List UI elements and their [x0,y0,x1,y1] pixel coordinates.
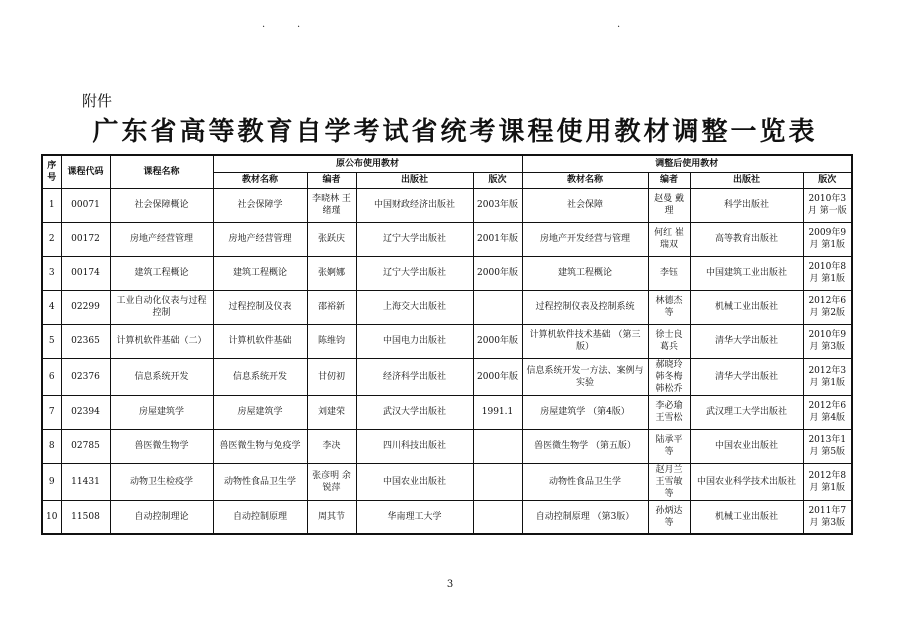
cell-course: 房屋建筑学 [110,395,213,429]
cell-course: 兽医微生物学 [110,429,213,463]
cell-new-book: 房屋建筑学 （第4版） [522,395,648,429]
cell-orig-editor: 周其节 [307,500,356,534]
table-row [42,500,852,534]
header-new-textbook: 教材名称 [522,172,648,188]
cell-new-book: 兽医微生物学 （第五版） [522,429,648,463]
header-new-edition: 版次 [803,172,852,188]
cell-new-edition: 2012年6月 第4版 [803,395,852,429]
cell-new-book: 计算机软件技术基础 （第三版） [522,324,648,358]
cell-course: 信息系统开发 [110,358,213,395]
cell-new-editor: 何红 崔瑞双 [648,222,690,256]
table-row [42,463,852,500]
cell-new-book: 信息系统开发一方法、案例与实验 [522,358,648,395]
cell-orig-publisher: 中国财政经济出版社 [356,188,473,222]
cell-orig-publisher: 经济科学出版社 [356,358,473,395]
cell-new-publisher: 机械工业出版社 [690,500,803,534]
cell-orig-editor: 张跃庆 [307,222,356,256]
cell-new-edition: 2010年8月 第1版 [803,256,852,290]
cell-orig-book: 房地产经营管理 [213,222,307,256]
cell-new-book: 房地产开发经营与管理 [522,222,648,256]
table-row [42,188,852,222]
cell-course: 动物卫生检疫学 [110,463,213,500]
cell-new-book: 自动控制原理 （第3版） [522,500,648,534]
cell-new-publisher: 中国农业出版社 [690,429,803,463]
table-row [42,395,852,429]
cell-orig-edition: 2000年版 [473,324,522,358]
cell-orig-edition [473,290,522,324]
table-row [42,290,852,324]
cell-seq: 6 [42,358,61,395]
cell-new-publisher: 机械工业出版社 [690,290,803,324]
cell-new-publisher: 中国建筑工业出版社 [690,256,803,290]
cell-code: 00174 [61,256,110,290]
cell-orig-publisher: 华南理工大学 [356,500,473,534]
cell-new-editor: 陆承平 等 [648,429,690,463]
cell-orig-book: 社会保障学 [213,188,307,222]
cell-new-publisher: 清华大学出版社 [690,324,803,358]
scan-mark: · [262,22,266,33]
header-seq: 序号 [42,155,61,188]
cell-new-edition: 2013年1月 第5版 [803,429,852,463]
cell-new-edition: 2009年9月 第1版 [803,222,852,256]
document-title: 广东省高等教育自学考试省统考课程使用教材调整一览表 [92,117,818,147]
cell-seq: 9 [42,463,61,500]
header-original-group: 原公布使用教材 [213,155,522,172]
cell-new-publisher: 清华大学出版社 [690,358,803,395]
header-orig-textbook: 教材名称 [213,172,307,188]
cell-new-editor: 赵曼 戴理 [648,188,690,222]
cell-new-editor: 徐士良 葛兵 [648,324,690,358]
cell-orig-edition: 2000年版 [473,256,522,290]
cell-orig-publisher: 武汉大学出版社 [356,395,473,429]
cell-course: 建筑工程概论 [110,256,213,290]
cell-orig-publisher: 辽宁大学出版社 [356,256,473,290]
cell-seq: 1 [42,188,61,222]
scan-mark: · [617,22,621,33]
cell-orig-publisher: 中国农业出版社 [356,463,473,500]
cell-new-book: 建筑工程概论 [522,256,648,290]
cell-code: 00071 [61,188,110,222]
cell-orig-edition [473,463,522,500]
cell-seq: 5 [42,324,61,358]
header-orig-edition: 版次 [473,172,522,188]
table-row [42,358,852,395]
cell-new-edition: 2011年7月 第3版 [803,500,852,534]
cell-orig-editor: 陈维钧 [307,324,356,358]
cell-code: 11431 [61,463,110,500]
header-new-publisher: 出版社 [690,172,803,188]
cell-orig-edition: 2003年版 [473,188,522,222]
cell-seq: 7 [42,395,61,429]
cell-code: 02365 [61,324,110,358]
header-code: 课程代码 [61,155,110,188]
cell-seq: 3 [42,256,61,290]
cell-seq: 8 [42,429,61,463]
cell-orig-book: 过程控制及仪表 [213,290,307,324]
cell-orig-book: 动物性食品卫生学 [213,463,307,500]
cell-course: 社会保障概论 [110,188,213,222]
cell-new-book: 社会保障 [522,188,648,222]
cell-new-edition: 2012年6月 第2版 [803,290,852,324]
cell-orig-publisher: 上海交大出版社 [356,290,473,324]
cell-course: 工业自动化仪表与过程控制 [110,290,213,324]
textbook-adjustment-table [41,154,853,535]
cell-orig-edition: 2000年版 [473,358,522,395]
cell-orig-book: 计算机软件基础 [213,324,307,358]
cell-orig-publisher: 四川科技出版社 [356,429,473,463]
cell-new-editor: 林德杰 等 [648,290,690,324]
cell-orig-editor: 邵裕新 [307,290,356,324]
cell-new-editor: 郝晓玲 韩冬梅 韩松乔 [648,358,690,395]
cell-orig-editor: 甘仞初 [307,358,356,395]
cell-seq: 10 [42,500,61,534]
cell-orig-editor: 李决 [307,429,356,463]
cell-new-editor: 赵月兰 王雪敏 等 [648,463,690,500]
cell-new-book: 动物性食品卫生学 [522,463,648,500]
cell-orig-book: 兽医微生物与免疫学 [213,429,307,463]
cell-orig-book: 建筑工程概论 [213,256,307,290]
header-orig-publisher: 出版社 [356,172,473,188]
cell-new-editor: 李钰 [648,256,690,290]
cell-new-edition: 2010年3月 第一版 [803,188,852,222]
cell-new-publisher: 武汉理工大学出版社 [690,395,803,429]
cell-seq: 4 [42,290,61,324]
header-adjusted-group: 调整后使用教材 [522,155,852,172]
cell-new-editor: 李必瑜 王雪松 [648,395,690,429]
cell-course: 计算机软件基础（二） [110,324,213,358]
cell-code: 02299 [61,290,110,324]
cell-orig-publisher: 中国电力出版社 [356,324,473,358]
cell-code: 11508 [61,500,110,534]
cell-orig-publisher: 辽宁大学出版社 [356,222,473,256]
cell-new-publisher: 高等教育出版社 [690,222,803,256]
cell-orig-editor: 张彦明 余锐萍 [307,463,356,500]
table-row [42,256,852,290]
table-row [42,222,852,256]
cell-new-publisher: 中国农业科学技术出版社 [690,463,803,500]
cell-new-editor: 孙炳达 等 [648,500,690,534]
cell-code: 02394 [61,395,110,429]
cell-seq: 2 [42,222,61,256]
cell-new-edition: 2012年8月 第1版 [803,463,852,500]
cell-code: 00172 [61,222,110,256]
cell-orig-edition: 2001年版 [473,222,522,256]
header-orig-editor: 编者 [307,172,356,188]
page-number: 3 [446,579,454,590]
cell-code: 02785 [61,429,110,463]
cell-orig-editor: 李晓林 王绪瑾 [307,188,356,222]
cell-course: 房地产经营管理 [110,222,213,256]
cell-new-edition: 2010年9月 第3版 [803,324,852,358]
cell-new-publisher: 科学出版社 [690,188,803,222]
cell-course: 自动控制理论 [110,500,213,534]
header-course-name: 课程名称 [110,155,213,188]
cell-orig-editor: 刘建荣 [307,395,356,429]
attachment-label: 附件 [82,92,113,110]
cell-orig-edition: 1991.1 [473,395,522,429]
table-row [42,324,852,358]
scan-mark: · [297,22,301,33]
cell-new-book: 过程控制仪表及控制系统 [522,290,648,324]
cell-orig-book: 房屋建筑学 [213,395,307,429]
cell-new-edition: 2012年3月 第1版 [803,358,852,395]
cell-orig-edition [473,429,522,463]
header-new-editor: 编者 [648,172,690,188]
table-row [42,429,852,463]
cell-orig-book: 信息系统开发 [213,358,307,395]
cell-orig-book: 自动控制原理 [213,500,307,534]
cell-orig-editor: 张婀娜 [307,256,356,290]
cell-orig-edition [473,500,522,534]
cell-code: 02376 [61,358,110,395]
